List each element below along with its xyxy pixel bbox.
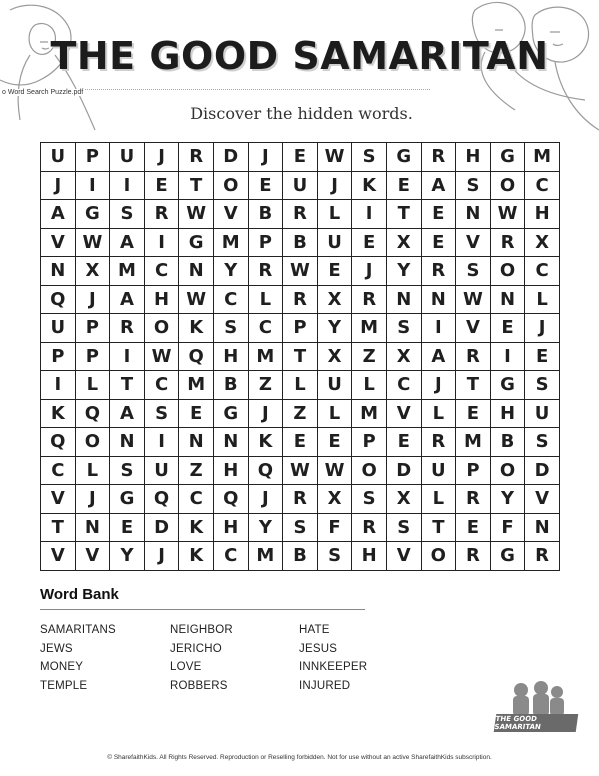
grid-letter: D: [387, 457, 422, 486]
grid-letter: M: [249, 343, 284, 372]
grid-letter: R: [249, 257, 284, 286]
grid-letter: H: [525, 200, 560, 229]
grid-letter: N: [179, 428, 214, 457]
grid-letter: R: [352, 286, 387, 315]
grid-letter: P: [249, 229, 284, 258]
grid-letter: B: [214, 371, 249, 400]
grid-letter: U: [41, 314, 76, 343]
grid-letter: G: [491, 143, 526, 172]
grid-letter: L: [283, 371, 318, 400]
grid-letter: E: [456, 400, 491, 429]
grid-letter: W: [179, 200, 214, 229]
word-bank-item: JEWS: [40, 642, 73, 655]
grid-letter: R: [422, 428, 457, 457]
grid-letter: X: [387, 343, 422, 372]
grid-letter: G: [76, 200, 111, 229]
grid-letter: K: [179, 514, 214, 543]
grid-letter: H: [491, 400, 526, 429]
grid-letter: R: [456, 343, 491, 372]
grid-letter: V: [41, 485, 76, 514]
grid-letter: R: [422, 257, 457, 286]
grid-letter: G: [179, 229, 214, 258]
grid-letter: E: [179, 400, 214, 429]
grid-letter: J: [249, 400, 284, 429]
grid-letter: E: [249, 172, 284, 201]
grid-letter: Q: [76, 400, 111, 429]
word-bank-item: LOVE: [170, 661, 202, 674]
grid-letter: C: [145, 371, 180, 400]
grid-letter: U: [145, 457, 180, 486]
grid-letter: K: [249, 428, 284, 457]
grid-letter: R: [456, 542, 491, 571]
grid-letter: E: [387, 172, 422, 201]
grid-letter: P: [283, 314, 318, 343]
grid-letter: C: [214, 286, 249, 315]
grid-letter: R: [525, 542, 560, 571]
grid-letter: K: [179, 314, 214, 343]
grid-letter: U: [283, 172, 318, 201]
grid-letter: V: [387, 542, 422, 571]
grid-letter: L: [76, 371, 111, 400]
grid-letter: N: [76, 514, 111, 543]
grid-letter: J: [76, 286, 111, 315]
word-bank-divider: [40, 609, 365, 610]
grid-letter: J: [318, 172, 353, 201]
grid-letter: X: [76, 257, 111, 286]
grid-letter: C: [387, 371, 422, 400]
word-bank-item: ROBBERS: [170, 680, 228, 693]
grid-letter: E: [491, 314, 526, 343]
grid-letter: Q: [41, 286, 76, 315]
grid-letter: M: [352, 400, 387, 429]
grid-letter: U: [525, 400, 560, 429]
grid-letter: V: [456, 314, 491, 343]
grid-letter: J: [145, 542, 180, 571]
grid-letter: Y: [214, 257, 249, 286]
grid-letter: N: [456, 200, 491, 229]
grid-letter: S: [283, 514, 318, 543]
grid-letter: J: [525, 314, 560, 343]
grid-letter: Y: [491, 485, 526, 514]
grid-letter: J: [422, 371, 457, 400]
word-bank-column-3: [299, 621, 367, 696]
grid-letter: O: [352, 457, 387, 486]
grid-letter: A: [110, 400, 145, 429]
grid-letter: T: [387, 200, 422, 229]
grid-letter: E: [456, 514, 491, 543]
grid-letter: C: [249, 314, 284, 343]
grid-letter: K: [352, 172, 387, 201]
word-bank-item: MONEY: [40, 661, 84, 674]
grid-letter: H: [214, 457, 249, 486]
grid-letter: E: [352, 229, 387, 258]
grid-letter: T: [110, 371, 145, 400]
grid-letter: D: [214, 143, 249, 172]
grid-letter: Q: [214, 485, 249, 514]
grid-letter: X: [318, 485, 353, 514]
grid-letter: R: [110, 314, 145, 343]
grid-letter: R: [456, 485, 491, 514]
grid-letter: Z: [352, 343, 387, 372]
word-bank-item: INNKEEPER: [299, 661, 368, 674]
grid-letter: R: [422, 143, 457, 172]
page-title: THE GOOD SAMARITAN: [50, 34, 549, 78]
grid-letter: T: [41, 514, 76, 543]
grid-letter: R: [179, 143, 214, 172]
grid-letter: A: [41, 200, 76, 229]
grid-letter: Z: [283, 400, 318, 429]
grid-letter: L: [422, 400, 457, 429]
grid-letter: G: [214, 400, 249, 429]
grid-letter: N: [41, 257, 76, 286]
grid-letter: C: [214, 542, 249, 571]
grid-letter: W: [283, 457, 318, 486]
grid-letter: W: [76, 229, 111, 258]
grid-letter: L: [318, 200, 353, 229]
grid-letter: R: [352, 514, 387, 543]
grid-letter: W: [456, 286, 491, 315]
grid-letter: C: [41, 457, 76, 486]
grid-letter: H: [214, 343, 249, 372]
word-bank-column-1: [40, 621, 116, 696]
grid-letter: M: [525, 143, 560, 172]
grid-letter: V: [387, 400, 422, 429]
grid-letter: H: [145, 286, 180, 315]
grid-letter: C: [179, 485, 214, 514]
grid-letter: L: [525, 286, 560, 315]
word-bank-item: TEMPLE: [40, 680, 88, 693]
grid-letter: N: [491, 286, 526, 315]
grid-letter: Q: [41, 428, 76, 457]
grid-letter: P: [456, 457, 491, 486]
grid-letter: S: [352, 143, 387, 172]
grid-letter: N: [387, 286, 422, 315]
grid-letter: H: [456, 143, 491, 172]
grid-letter: M: [110, 257, 145, 286]
grid-letter: J: [41, 172, 76, 201]
word-bank-item: SAMARITANS: [40, 624, 116, 636]
grid-letter: O: [491, 457, 526, 486]
grid-letter: G: [110, 485, 145, 514]
grid-letter: E: [145, 172, 180, 201]
grid-letter: W: [145, 343, 180, 372]
grid-letter: S: [387, 314, 422, 343]
grid-letter: I: [145, 428, 180, 457]
instructions-text: Discover the hidden words.: [190, 104, 413, 123]
grid-letter: S: [214, 314, 249, 343]
grid-letter: S: [456, 172, 491, 201]
grid-letter: M: [456, 428, 491, 457]
grid-letter: E: [525, 343, 560, 372]
grid-letter: I: [76, 172, 111, 201]
grid-letter: P: [76, 343, 111, 372]
grid-letter: N: [179, 257, 214, 286]
grid-letter: N: [525, 514, 560, 543]
grid-letter: E: [387, 428, 422, 457]
grid-letter: R: [145, 200, 180, 229]
grid-letter: S: [110, 457, 145, 486]
grid-letter: E: [283, 428, 318, 457]
grid-letter: M: [352, 314, 387, 343]
grid-letter: Y: [110, 542, 145, 571]
grid-letter: S: [525, 428, 560, 457]
grid-letter: I: [491, 343, 526, 372]
grid-letter: X: [387, 229, 422, 258]
grid-letter: S: [387, 514, 422, 543]
grid-letter: A: [422, 343, 457, 372]
grid-letter: B: [249, 200, 284, 229]
grid-letter: E: [422, 229, 457, 258]
copyright-footer: © SharefaithKids. All Rights Reserved. Reproduction or Reselling forbidden. Not for use without an active SharefaithKids subscription.: [107, 754, 492, 761]
grid-letter: L: [249, 286, 284, 315]
grid-letter: T: [179, 172, 214, 201]
grid-letter: X: [525, 229, 560, 258]
grid-letter: J: [145, 143, 180, 172]
grid-letter: D: [145, 514, 180, 543]
grid-letter: Q: [179, 343, 214, 372]
grid-letter: O: [491, 257, 526, 286]
grid-letter: U: [318, 371, 353, 400]
grid-letter: X: [318, 343, 353, 372]
grid-letter: P: [41, 343, 76, 372]
grid-letter: I: [145, 229, 180, 258]
grid-letter: M: [214, 229, 249, 258]
word-bank-item: JERICHO: [170, 642, 222, 655]
grid-letter: U: [318, 229, 353, 258]
grid-letter: I: [352, 200, 387, 229]
grid-letter: T: [283, 343, 318, 372]
grid-letter: C: [145, 257, 180, 286]
grid-letter: C: [525, 172, 560, 201]
grid-letter: J: [76, 485, 111, 514]
grid-letter: P: [76, 314, 111, 343]
grid-letter: S: [318, 542, 353, 571]
grid-letter: V: [214, 200, 249, 229]
grid-letter: B: [283, 229, 318, 258]
grid-letter: U: [41, 143, 76, 172]
grid-letter: E: [110, 514, 145, 543]
grid-letter: V: [76, 542, 111, 571]
grid-letter: T: [422, 514, 457, 543]
file-name-label: o Word Search Puzzle.pdf: [2, 89, 84, 96]
grid-letter: W: [283, 257, 318, 286]
grid-letter: E: [318, 257, 353, 286]
grid-letter: E: [422, 200, 457, 229]
grid-letter: P: [76, 143, 111, 172]
grid-letter: J: [249, 143, 284, 172]
grid-letter: R: [491, 229, 526, 258]
grid-letter: O: [145, 314, 180, 343]
word-bank-item: NEIGHBOR: [170, 624, 233, 636]
grid-letter: F: [318, 514, 353, 543]
grid-letter: W: [179, 286, 214, 315]
grid-letter: R: [283, 200, 318, 229]
grid-letter: B: [283, 542, 318, 571]
grid-letter: Y: [318, 314, 353, 343]
grid-letter: Z: [179, 457, 214, 486]
grid-letter: H: [214, 514, 249, 543]
grid-letter: I: [110, 172, 145, 201]
grid-letter: G: [491, 371, 526, 400]
logo: THE GOOD SAMARITAN: [494, 714, 579, 732]
grid-letter: O: [76, 428, 111, 457]
grid-letter: S: [352, 485, 387, 514]
grid-letter: J: [249, 485, 284, 514]
grid-letter: L: [318, 400, 353, 429]
grid-letter: F: [491, 514, 526, 543]
word-bank-column-2: [170, 621, 233, 696]
grid-letter: P: [352, 428, 387, 457]
grid-letter: V: [41, 229, 76, 258]
grid-letter: A: [110, 286, 145, 315]
grid-letter: L: [422, 485, 457, 514]
grid-letter: V: [41, 542, 76, 571]
grid-letter: U: [110, 143, 145, 172]
grid-letter: E: [318, 428, 353, 457]
grid-letter: T: [456, 371, 491, 400]
grid-letter: O: [491, 172, 526, 201]
grid-letter: Z: [249, 371, 284, 400]
grid-letter: R: [283, 286, 318, 315]
grid-letter: C: [525, 257, 560, 286]
grid-letter: G: [387, 143, 422, 172]
grid-letter: W: [318, 143, 353, 172]
grid-letter: Y: [387, 257, 422, 286]
word-bank-item: JESUS: [299, 642, 338, 655]
grid-letter: Q: [249, 457, 284, 486]
grid-letter: W: [318, 457, 353, 486]
word-bank-title: Word Bank: [40, 586, 119, 603]
logo-figures-illustration: [505, 680, 569, 716]
grid-letter: N: [110, 428, 145, 457]
grid-letter: X: [387, 485, 422, 514]
grid-letter: Y: [249, 514, 284, 543]
grid-letter: X: [318, 286, 353, 315]
grid-letter: V: [525, 485, 560, 514]
grid-letter: L: [352, 371, 387, 400]
grid-letter: J: [352, 257, 387, 286]
grid-letter: K: [41, 400, 76, 429]
grid-letter: S: [145, 400, 180, 429]
grid-letter: A: [422, 172, 457, 201]
grid-letter: I: [422, 314, 457, 343]
word-bank-item: HATE: [299, 624, 330, 636]
grid-letter: M: [249, 542, 284, 571]
grid-letter: M: [179, 371, 214, 400]
grid-letter: R: [283, 485, 318, 514]
grid-letter: I: [41, 371, 76, 400]
grid-letter: I: [110, 343, 145, 372]
grid-letter: H: [352, 542, 387, 571]
grid-letter: S: [525, 371, 560, 400]
grid-letter: Q: [145, 485, 180, 514]
grid-letter: L: [76, 457, 111, 486]
grid-letter: S: [110, 200, 145, 229]
grid-letter: N: [422, 286, 457, 315]
grid-letter: E: [283, 143, 318, 172]
word-bank-item: INJURED: [299, 680, 351, 693]
grid-letter: O: [422, 542, 457, 571]
grid-letter: W: [491, 200, 526, 229]
grid-letter: V: [456, 229, 491, 258]
grid-letter: G: [491, 542, 526, 571]
grid-letter: U: [422, 457, 457, 486]
grid-letter: B: [491, 428, 526, 457]
grid-letter: K: [179, 542, 214, 571]
grid-letter: A: [110, 229, 145, 258]
grid-letter: D: [525, 457, 560, 486]
grid-letter: S: [456, 257, 491, 286]
grid-letter: O: [214, 172, 249, 201]
grid-letter: N: [214, 428, 249, 457]
word-search-grid: [40, 142, 560, 571]
